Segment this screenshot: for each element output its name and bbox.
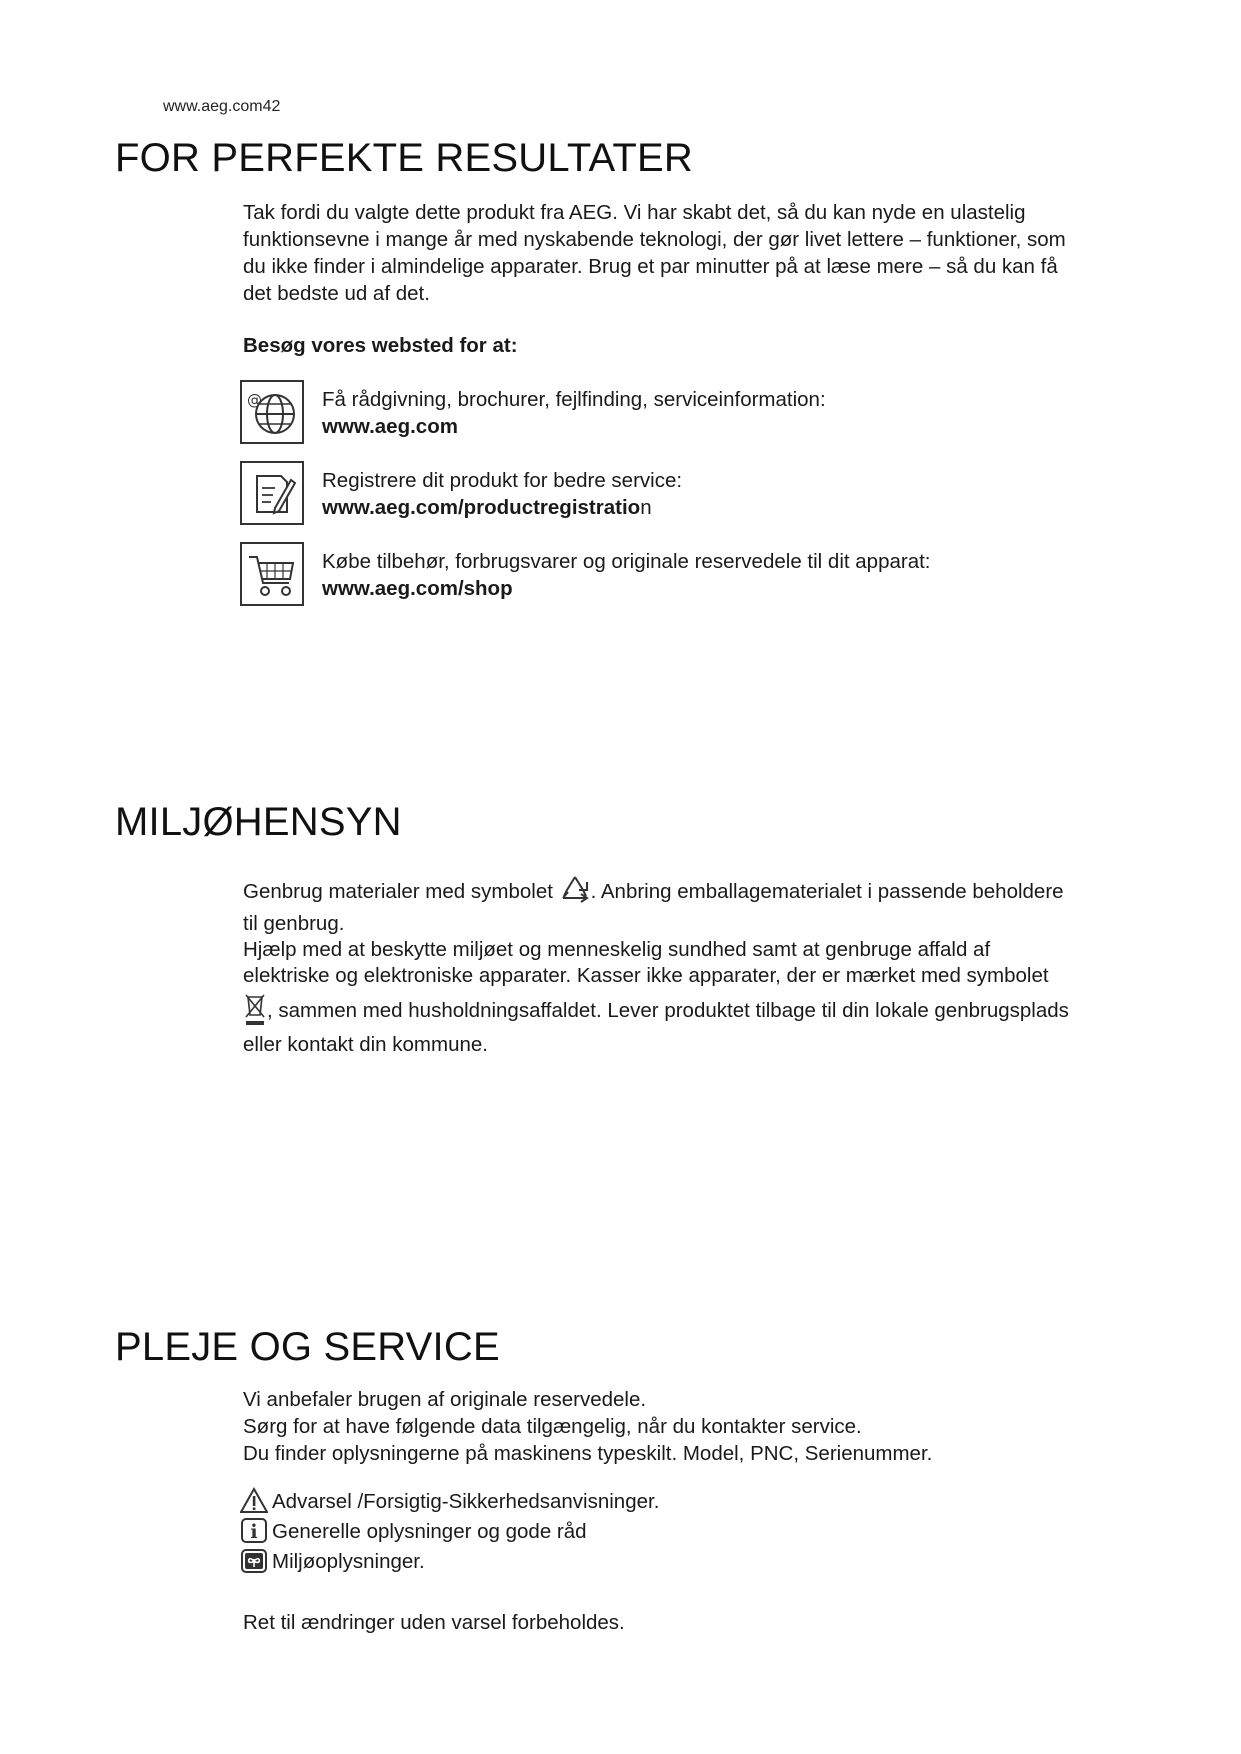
link-url-productregistration[interactable]: www.aeg.com/productregistration bbox=[322, 496, 652, 519]
shopping-cart-icon bbox=[240, 542, 304, 606]
link-description: Få rådgivning, brochurer, fejlfinding, serviceinformation: bbox=[322, 388, 826, 411]
legend-text: Generelle oplysninger og gode råd bbox=[272, 1519, 587, 1543]
care-line: Du finder oplysningerne på maskinens typeskilt. Model, PNC, Serienummer. bbox=[243, 1442, 933, 1465]
link-url-shop[interactable]: www.aeg.com/shop bbox=[322, 577, 513, 600]
svg-text:@: @ bbox=[247, 391, 262, 409]
page-header-url: www.aeg.com42 bbox=[163, 98, 281, 115]
section-title-environment: MILJØHENSYN bbox=[115, 800, 402, 844]
info-icon bbox=[240, 1517, 268, 1545]
environment-line: elektriske og elektroniske apparater. Kasser ikke apparater, der er mærket med symbolet bbox=[243, 964, 1049, 987]
environment-paragraph bbox=[243, 874, 1143, 1058]
section-title-perfect-results: FOR PERFEKTE RESULTATER bbox=[115, 136, 693, 180]
registration-icon bbox=[240, 461, 304, 525]
symbol-legend bbox=[240, 1486, 1140, 1576]
intro-line: Tak fordi du valgte dette produkt fra AEG. Vi har skabt det, så du kan nyde en ulastelig bbox=[243, 201, 1026, 224]
section-title-care-service: PLEJE OG SERVICE bbox=[115, 1325, 500, 1369]
intro-paragraph bbox=[243, 199, 1143, 307]
link-description: Registrere dit produkt for bedre service: bbox=[322, 469, 683, 492]
care-line: Sørg for at have følgende data tilgængelig, når du kontakter service. bbox=[243, 1415, 862, 1438]
environment-line: eller kontakt din kommune. bbox=[243, 1033, 488, 1056]
weee-crossed-bin-icon bbox=[243, 991, 267, 1032]
intro-line: du ikke finder i almindelige apparater. Brug et par minutter på at læse mere – så du kan få bbox=[243, 255, 1058, 278]
legend-text: Miljøoplysninger. bbox=[272, 1549, 425, 1573]
svg-text:i: i bbox=[250, 1521, 258, 1543]
warning-icon bbox=[240, 1487, 268, 1515]
link-row-registration bbox=[240, 461, 682, 525]
globe-icon bbox=[240, 380, 304, 444]
legend-item-info bbox=[240, 1516, 1140, 1546]
link-url-aeg[interactable]: www.aeg.com bbox=[322, 415, 458, 438]
footer-note: Ret til ændringer uden varsel forbeholdes. bbox=[243, 1611, 625, 1634]
legend-item-warning bbox=[240, 1486, 1140, 1516]
care-line: Vi anbefaler brugen af originale reservedele. bbox=[243, 1388, 647, 1411]
visit-heading: Besøg vores websted for at: bbox=[243, 334, 518, 357]
recycling-icon bbox=[559, 874, 591, 911]
intro-line: funktionsevne i mange år med nyskabende teknologi, der gør livet lettere – funktioner, som bbox=[243, 228, 1066, 251]
link-description: Købe tilbehør, forbrugsvarer og originale reservedele til dit apparat: bbox=[322, 550, 931, 573]
environment-line: Hjælp med at beskytte miljøet og menneskelig sundhed samt at genbruge affald af bbox=[243, 938, 991, 961]
legend-text: Advarsel /Forsigtig-Sikkerhedsanvisninger. bbox=[272, 1489, 660, 1513]
intro-line: det bedste ud af det. bbox=[243, 282, 430, 305]
environment-line: , sammen med husholdningsaffaldet. Lever produktet tilbage til din lokale genbrugsplads bbox=[243, 991, 1143, 1032]
environment-icon bbox=[240, 1547, 268, 1575]
link-row-advice bbox=[240, 380, 826, 444]
care-paragraph bbox=[243, 1386, 1143, 1467]
link-row-shop bbox=[240, 542, 930, 606]
legend-item-environment bbox=[240, 1546, 1140, 1576]
environment-line: Genbrug materialer med symbolet . Anbring emballagematerialet i passende beholdere bbox=[243, 874, 1143, 911]
environment-line: til genbrug. bbox=[243, 912, 345, 935]
